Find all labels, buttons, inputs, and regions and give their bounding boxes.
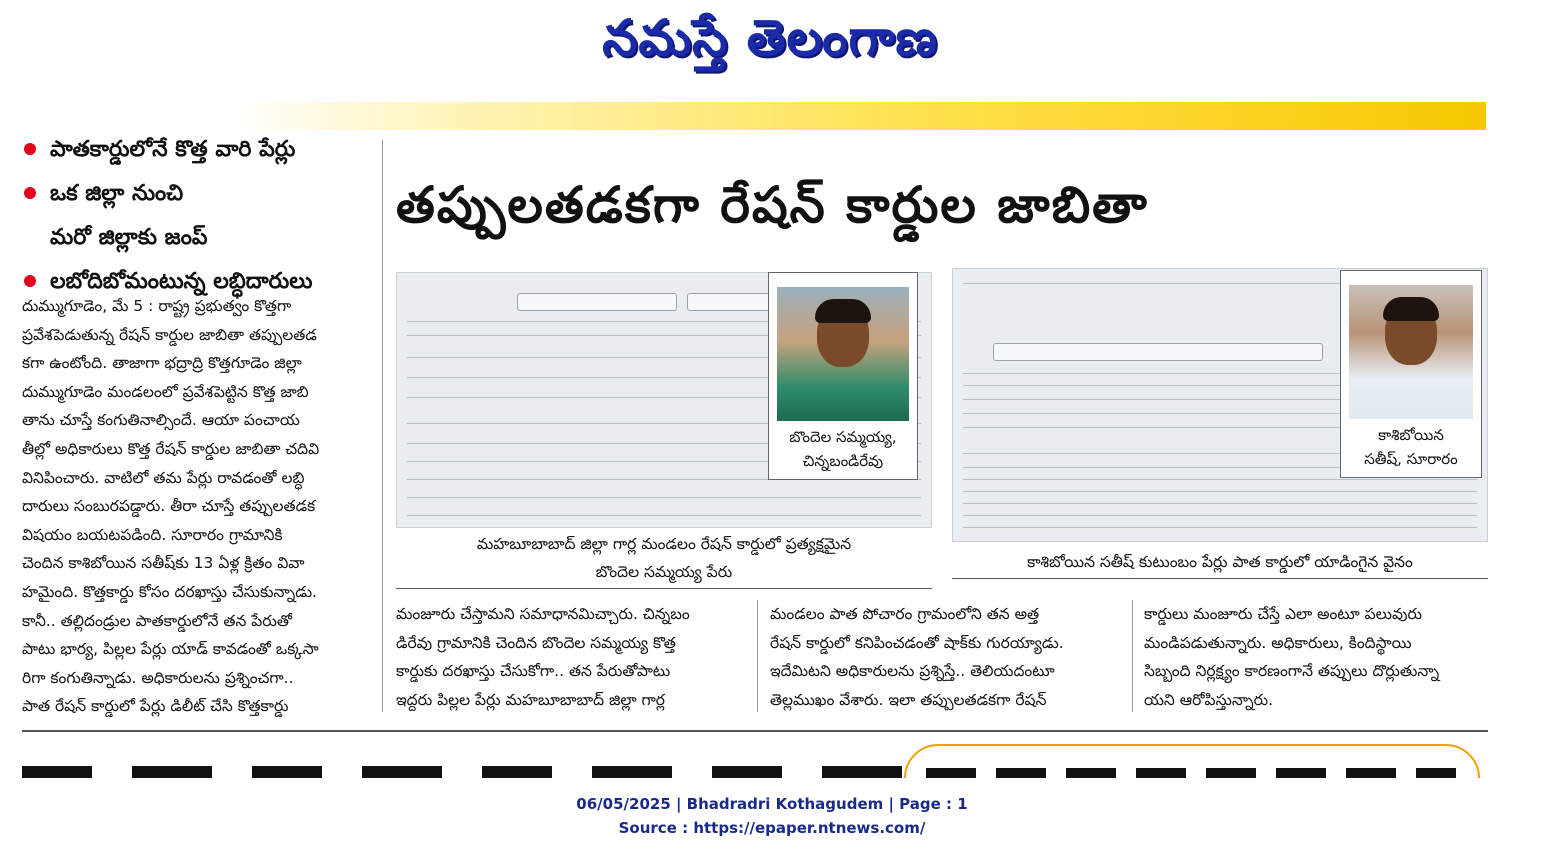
portrait-caption: బొందెల సమ్మయ్య, చిన్నబండిరేవు bbox=[789, 428, 897, 470]
column-line: సిబ్బంది నిర్లక్ష్యం కారణంగానే తప్పులు దొర్లుతున్నా bbox=[1144, 662, 1440, 681]
bullet-dot-icon bbox=[24, 143, 36, 155]
column-line: దారులు సంబురపడ్డారు. తీరా చూస్తే తప్పులతడక bbox=[22, 497, 316, 516]
article-column-1 bbox=[22, 292, 370, 721]
column-line: రిగా కంగుతిన్నాడు. అధికారులను ప్రశ్నించగా.. bbox=[22, 668, 294, 687]
column-line: ఇద్దరు పిల్లల పేర్లు మహబూబాబాద్ జిల్లా గార్ల bbox=[396, 690, 665, 709]
column-divider bbox=[382, 140, 383, 712]
column-line: హమైంది. కొత్తకార్డు కోసం దరఖాస్తు చేసుకున్నాడు. bbox=[22, 582, 317, 601]
next-story-box-cropped bbox=[904, 744, 1480, 778]
portrait-satish bbox=[1340, 270, 1482, 478]
bullet-text: లబోదిబోమంటున్న లబ్ధిదారులు bbox=[50, 269, 313, 294]
bullet-text: మరో జిల్లాకు జంప్ bbox=[50, 225, 208, 250]
column-line: మండిపడుతున్నారు. అధికారులు, కిందిస్థాయి bbox=[1144, 633, 1412, 652]
column-divider bbox=[757, 600, 758, 712]
highlight-bullets bbox=[22, 128, 382, 304]
masthead-band bbox=[230, 102, 1486, 130]
column-line: ప్రవేశపెడుతున్న రేషన్ కార్డుల జాబితా తప్పులతడ bbox=[22, 325, 317, 344]
bullet-text: పాతకార్డులోనే కొత్త వారి పేర్లు bbox=[50, 137, 296, 162]
section-divider bbox=[22, 730, 1488, 732]
bullet-item bbox=[22, 172, 382, 260]
column-line: దుమ్ముగూడెం మండలంలో ప్రవేశపెట్టిన కొత్త జాబి bbox=[22, 382, 309, 401]
bullet-dot-icon bbox=[24, 275, 36, 287]
bullet-text: ఒక జిల్లా నుంచి bbox=[50, 181, 184, 206]
footer-date-edition: 06/05/2025 | Bhadradri Kothagudem | Page : 1 bbox=[576, 795, 968, 813]
column-line: కార్డులు మంజూరు చేస్తే ఎలా అంటూ పలువురు bbox=[1144, 605, 1423, 623]
column-line: తెల్లముఖం వేశారు. ఇలా తప్పులతడకగా రేషన్ bbox=[770, 690, 1047, 709]
column-line: డిరేవు గ్రామానికి చెందిన బొందెల సమ్మయ్య కొత్త bbox=[396, 633, 676, 652]
column-line: కార్డుకు దరఖాస్తు చేసుకోగా.. తన పేరుతోపాటు bbox=[396, 662, 671, 681]
person-photo bbox=[1349, 285, 1473, 419]
column-line: మంజూరు చేస్తామని సమాధానమిచ్చారు. చిన్నబం bbox=[396, 605, 690, 623]
portrait-caption: కాశిబోయిన సతీష్, సూరారం bbox=[1364, 426, 1458, 468]
column-line: ఇదేమిటని అధికారులను ప్రశ్నిస్తే.. తెలియదంటూ bbox=[770, 662, 1055, 681]
column-line: తాను చూస్తే కంగుతినాల్సిందే. ఆయా పంచాయ bbox=[22, 411, 300, 430]
person-photo bbox=[777, 287, 909, 421]
photo-caption-1: మహబూబాబాద్ జిల్లా గార్ల మండలం రేషన్ కార్డులో ప్రత్యక్షమైన బొందెల సమ్మయ్య పేరు bbox=[396, 530, 932, 589]
column-line: మండలం పాత పోచారం గ్రామంలోని తన అత్త bbox=[770, 605, 1040, 623]
column-line: కానీ.. తల్లిదండ్రుల పాతకార్డులోనే తన పేరుతో bbox=[22, 611, 292, 630]
column-line: యని ఆరోపిస్తున్నారు. bbox=[1144, 690, 1274, 709]
bullet-dot-icon bbox=[24, 187, 36, 199]
column-line: రేషన్ కార్డులో కనిపించడంతో షాక్‌కు గురయ్యాడు. bbox=[770, 633, 1064, 652]
column-line: చెందిన కాశిబోయిన సతీష్‌కు 13 ఏళ్ల క్రితం వివా bbox=[22, 554, 305, 573]
column-line: తీల్లో అధికారులు కొత్త రేషన్ కార్డుల జాబితా చదివి bbox=[22, 439, 320, 458]
footer-source: Source : https://epaper.ntnews.com/ bbox=[618, 819, 926, 837]
column-line: వినిపించారు. వాటిలో తమ పేర్లు రావడంతో లబ్ధి bbox=[22, 468, 305, 487]
column-line: విషయం బయటపడింది. సూరారం గ్రామానికి bbox=[22, 525, 283, 544]
column-divider bbox=[1132, 600, 1133, 712]
column-line: పాత రేషన్ కార్డులో పేర్లు డిలీట్ చేసి కొత్తకార్డు bbox=[22, 697, 289, 716]
photo-caption-2: కాశిబోయిన సతీష్ కుటుంబం పేర్లు పాత కార్డులో యాడింగైన వైనం bbox=[952, 548, 1488, 579]
bullet-item bbox=[22, 128, 382, 172]
article-column-3 bbox=[770, 600, 1120, 714]
newspaper-logo: నమస్తే తెలంగాణ bbox=[602, 9, 938, 67]
article-column-2 bbox=[396, 600, 744, 714]
page-footer bbox=[0, 792, 1544, 840]
article-column-4 bbox=[1144, 600, 1489, 714]
article-headline: తప్పులతడకగా రేషన్ కార్డుల జాబితా bbox=[396, 176, 1149, 234]
column-line: పాటు భార్య, పిల్లల పేర్లు యాడ్ కావడంతో ఒక్కసా bbox=[22, 640, 319, 659]
column-line: కగా ఉంటోంది. తాజాగా భద్రాద్రి కొత్తగూడెం జిల్లా bbox=[22, 354, 302, 373]
next-story-headline-cropped bbox=[22, 742, 902, 778]
portrait-sammaiah bbox=[768, 272, 918, 480]
masthead bbox=[0, 0, 1544, 100]
column-line: దుమ్ముగూడెం, మే 5 : రాష్ట్ర ప్రభుత్వం కొత్తగా bbox=[22, 297, 292, 315]
